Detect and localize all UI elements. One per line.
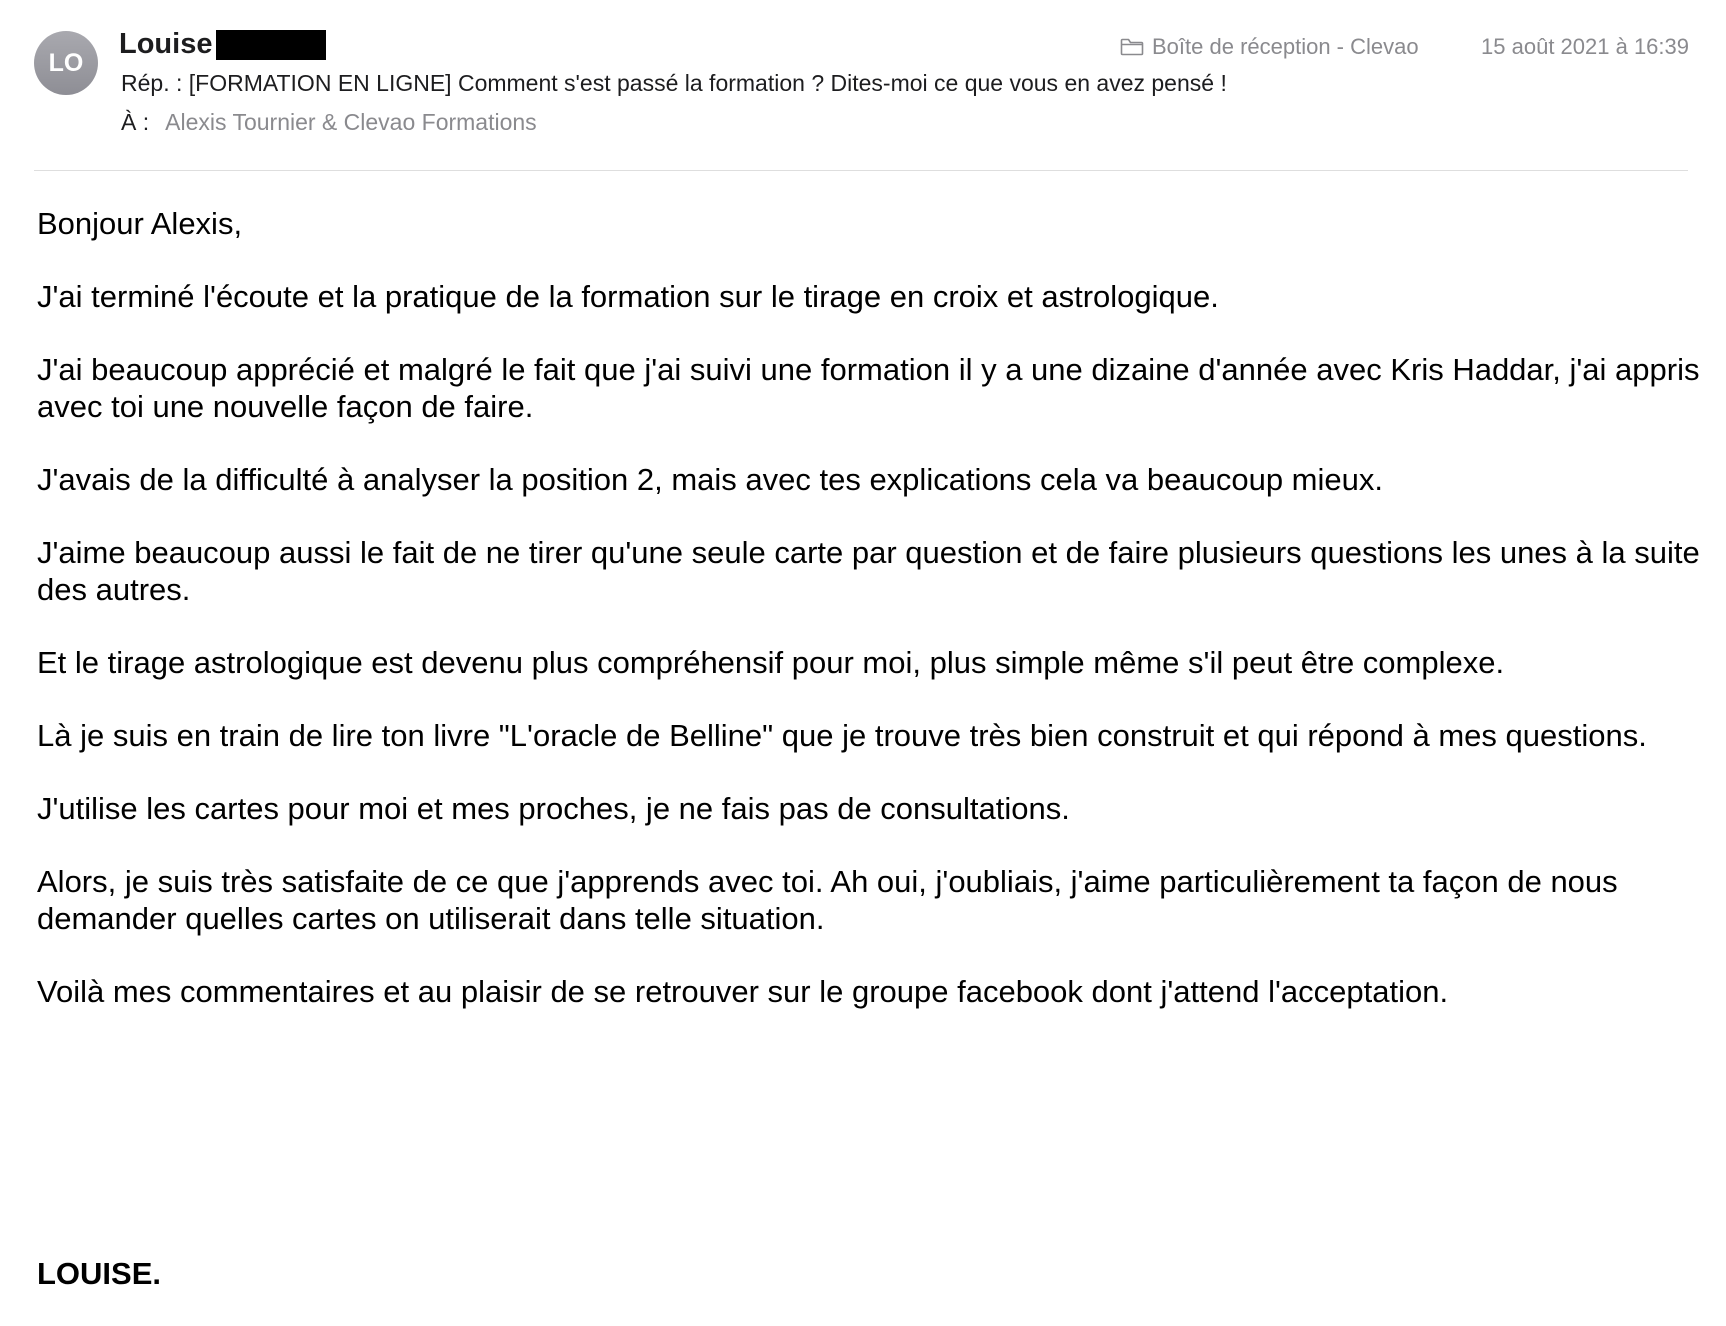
body-paragraph: J'ai terminé l'écoute et la pratique de la formation sur le tirage en croix et astrologique. [37,279,1219,314]
body-paragraph: J'utilise les cartes pour moi et mes proches, je ne fais pas de consultations. [37,791,1070,826]
sender-name[interactable]: Louise [119,27,213,60]
recipients[interactable]: Alexis Tournier & Clevao Formations [165,109,537,135]
body-paragraph: J'ai beaucoup apprécié et malgré le fait que j'ai suivi une formation il y a une dizaine d'année avec Kris Haddar, j'ai appris avec toi une nouvelle façon de faire. [37,352,1700,424]
body-paragraph: Là je suis en train de lire ton livre "L'oracle de Belline" que je trouve très bien construit et qui répond à mes questions. [37,718,1647,753]
recipients-row [121,109,537,136]
mailbox-location[interactable] [1120,34,1419,60]
header-divider [34,170,1688,171]
message-subject: Rép. : [FORMATION EN LIGNE] Comment s'est passé la formation ? Dites-moi ce que vous en avez pensé ! [121,70,1227,96]
body-paragraph: J'avais de la difficulté à analyser la position 2, mais avec tes explications cela va beaucoup mieux. [37,462,1383,497]
body-paragraph: Alors, je suis très satisfaite de ce que j'apprends avec toi. Ah oui, j'oubliais, j'aime particulièrement ta façon de nous demander quelles cartes on utiliserait dans telle situation. [37,864,1618,936]
body-paragraph: Voilà mes commentaires et au plaisir de se retrouver sur le groupe facebook dont j'attend l'acceptation. [37,974,1449,1009]
mailbox-label: Boîte de réception - Clevao [1152,34,1419,59]
message-header [0,0,1726,172]
to-label: À : [121,109,150,135]
avatar-initials: LO [48,48,84,77]
folder-icon [1120,38,1144,56]
body-paragraph: Et le tirage astrologique est devenu plus compréhensif pour moi, plus simple même s'il peut être complexe. [37,645,1505,680]
signature: LOUISE. [37,1256,162,1291]
sender-row [119,26,326,62]
message-body [37,205,1717,1046]
body-paragraph: Bonjour Alexis, [37,206,243,241]
body-paragraph: J'aime beaucoup aussi le fait de ne tirer qu'une seule carte par question et de faire plusieurs questions les unes à la suite des autres. [37,535,1700,607]
redacted-surname [216,30,326,60]
sender-avatar[interactable] [34,31,98,95]
message-date: 15 août 2021 à 16:39 [1481,34,1689,59]
